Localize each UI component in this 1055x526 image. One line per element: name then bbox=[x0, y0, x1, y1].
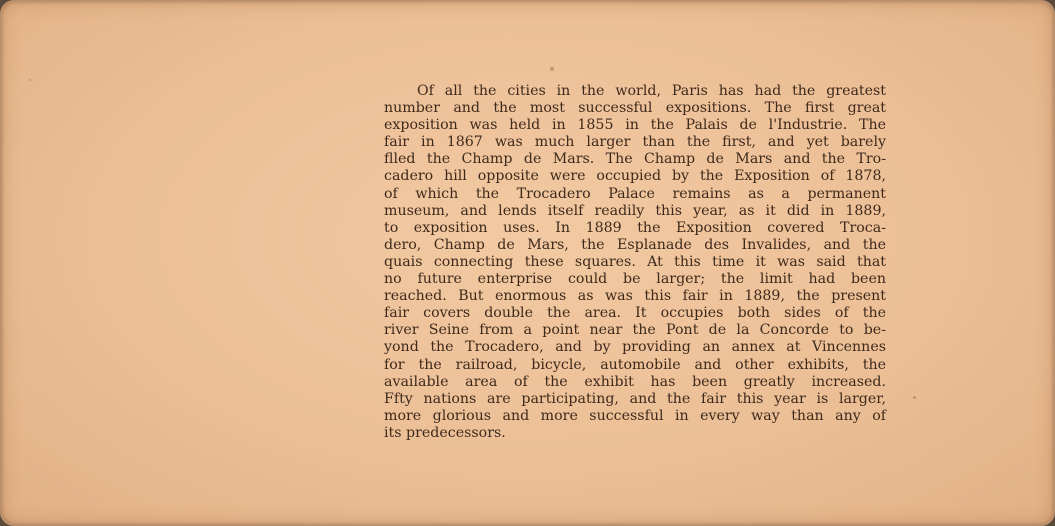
paragraph-line: cadero hill opposite were occupied by the Exposition of 1878, bbox=[384, 168, 886, 185]
paragraph-line: yond the Trocadero, and by providing an annex at Vincennes bbox=[384, 339, 886, 356]
description-paragraph bbox=[384, 83, 886, 442]
paragraph-line: museum, and lends itself readily this year, as it did in 1889, bbox=[384, 202, 886, 219]
paragraph-line: of which the Trocadero Palace remains as a permanent bbox=[384, 185, 886, 202]
paragraph-line: Ffty nations are participating, and the fair this year is larger, bbox=[384, 390, 886, 407]
paragraph-line: dero, Champ de Mars, the Esplanade des Invalides, and the bbox=[384, 236, 886, 253]
paper-speck bbox=[913, 396, 916, 399]
paper-speck bbox=[550, 67, 554, 71]
paragraph-line: Of all the cities in the world, Paris has had the greatest bbox=[417, 83, 886, 99]
paragraph-line: flled the Champ de Mars. The Champ de Mars and the Tro- bbox=[384, 151, 886, 168]
paragraph-line: its predecessors. bbox=[384, 424, 506, 441]
paragraph-line: river Seine from a point near the Pont de la Concorde to be- bbox=[384, 322, 886, 339]
paragraph-line: to exposition uses. In 1889 the Exposition covered Troca- bbox=[384, 219, 886, 236]
paragraph-line: reached. But enormous as was this fair in 1889, the present bbox=[384, 288, 886, 305]
paragraph-line: fair covers double the area. It occupies both sides of the bbox=[384, 305, 886, 322]
paper-speck bbox=[29, 79, 31, 81]
paragraph-line: more glorious and more successful in every way than any of bbox=[384, 407, 886, 424]
paragraph-line: quais connecting these squares. At this time it was said that bbox=[384, 253, 886, 270]
paragraph-line: for the railroad, bicycle, automobile and other exhibits, the bbox=[384, 356, 886, 373]
paragraph-line: exposition was held in 1855 in the Palais de l'Industrie. The bbox=[384, 117, 886, 134]
paragraph-line: no future enterprise could be larger; the limit had been bbox=[384, 271, 886, 288]
paragraph-line: number and the most successful expositions. The first great bbox=[384, 100, 886, 117]
paragraph-line: fair in 1867 was much larger than the first, and yet barely bbox=[384, 134, 886, 151]
paragraph-line: available area of the exhibit has been greatly increased. bbox=[384, 373, 886, 390]
